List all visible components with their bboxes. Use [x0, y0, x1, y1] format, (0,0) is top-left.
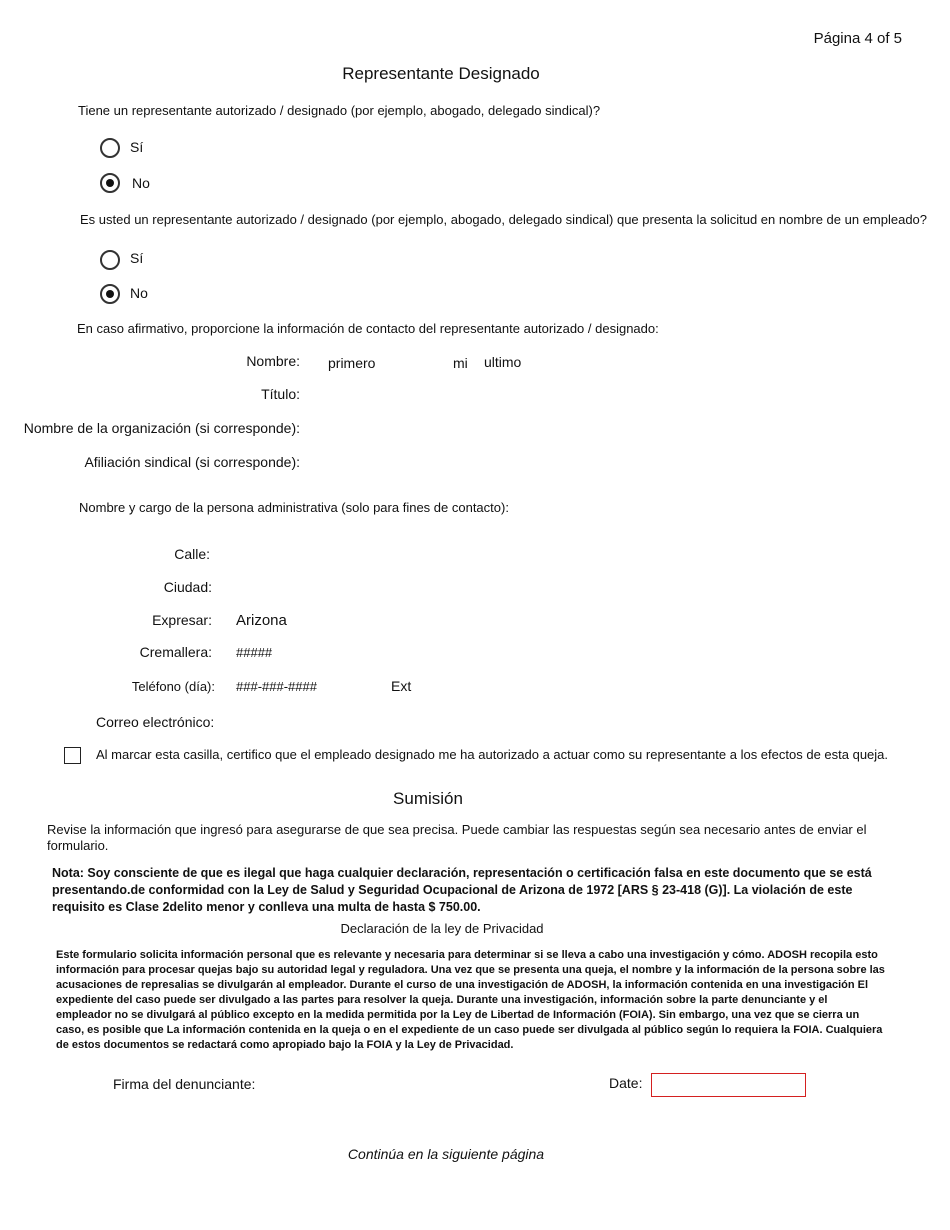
continue-text: Continúa en la siguiente página [347, 1146, 545, 1162]
zip-label: Cremallera: [139, 644, 212, 660]
email-field[interactable] [230, 712, 590, 734]
email-label: Correo electrónico: [96, 714, 215, 730]
submission-title: Sumisión [393, 789, 463, 808]
radio-q1-no-label: No [132, 175, 150, 191]
calle-field[interactable] [230, 544, 650, 566]
estado-field[interactable] [230, 610, 350, 632]
question-is-representative: Es usted un representante autorizado / designado (por ejemplo, abogado, delegado sindical) que presenta la solicitud en nombre de un empleado? [80, 212, 928, 227]
signature-field[interactable] [270, 1074, 570, 1096]
radio-q1-no[interactable] [100, 173, 120, 193]
privacy-line: caso, es posible que La información contenida en la queja o en el expediente de un caso puede ser divulgada al público según lo requiera la FOIA. Cualquiera [56, 1024, 883, 1036]
review-text-line-1: Revise la información que ingresó para asegurarse de que sea precisa. Puede cambiar las respuestas según sea necesario antes de enviar el [47, 822, 867, 837]
date-label: Date: [609, 1075, 643, 1091]
phone-field[interactable] [230, 677, 370, 699]
zip-field[interactable] [230, 643, 330, 665]
privacy-line: de estos documentos se redactará como apropiado bajo la FOIA y la Ley de Privacidad. [56, 1039, 514, 1051]
privacy-line: empleador no se divulgará al público excepto en la medida permitida por la Ley de Libertad de Información (FOIA). Sin embargo, una vez que se cierra un [56, 1009, 860, 1021]
admin-person-label: Nombre y cargo de la persona administrativa (solo para fines de contacto): [79, 500, 509, 515]
middle-initial-placeholder: mi [453, 355, 468, 371]
organization-label: Nombre de la organización (si corresponde): [23, 420, 300, 436]
radio-q2-si[interactable] [100, 250, 120, 270]
certify-checkbox[interactable] [64, 747, 81, 764]
radio-q2-no[interactable] [100, 284, 120, 304]
privacy-statement [56, 948, 885, 1053]
phone-label: Teléfono (día): [131, 679, 215, 694]
signature-label: Firma del denunciante: [113, 1076, 256, 1092]
privacy-line: acusaciones de represalias se divulgarán al empleador. Durante el curso de una investigación de ADOSH, la información contenida en una investigación El [56, 979, 869, 991]
privacy-line: expediente del caso puede ser divulgado a las partes para resolver la queja. Durante una investigación, información sobre la parte denunciante y el [56, 994, 828, 1006]
privacy-title: Declaración de la ley de Privacidad [340, 921, 544, 936]
union-field[interactable] [322, 452, 682, 474]
section-title: Representante Designado [342, 64, 540, 83]
date-field[interactable] [651, 1073, 806, 1097]
estado-value: Arizona [236, 612, 287, 629]
legal-note-line-3: requisito es Clase 2delito menor y conlleva una multa de hasta $ 750.00. [52, 900, 481, 914]
titulo-label: Título: [261, 386, 300, 402]
question-has-representative: Tiene un representante autorizado / designado (por ejemplo, abogado, delegado sindical)? [78, 103, 601, 118]
ciudad-field[interactable] [230, 577, 530, 599]
certify-text: Al marcar esta casilla, certifico que el empleado designado me ha autorizado a actuar como su representante a los efectos de esta queja. [96, 747, 889, 762]
phone-placeholder: ###-###-#### [236, 679, 317, 694]
radio-q2-no-label: No [130, 285, 148, 301]
union-label: Afiliación sindical (si corresponde): [84, 454, 300, 470]
ext-field[interactable] [420, 677, 500, 699]
legal-note-line-2: presentando.de conformidad con la Ley de Salud y Seguridad Ocupacional de Arizona de 1972 [ARS § 23-418 (G)]. La violación de este [52, 883, 853, 897]
ext-label: Ext [391, 678, 412, 694]
organization-field[interactable] [322, 418, 682, 440]
middle-initial-field[interactable] [448, 352, 478, 374]
ciudad-label: Ciudad: [163, 579, 212, 595]
radio-q1-si-label: Sí [130, 139, 144, 155]
zip-placeholder: ##### [236, 645, 273, 660]
contact-intro: En caso afirmativo, proporcione la información de contacto del representante autorizado / designado: [77, 321, 659, 336]
estado-label: Expresar: [152, 612, 212, 628]
nombre-label: Nombre: [246, 353, 300, 369]
calle-label: Calle: [174, 546, 210, 562]
privacy-line: información para procesar quejas bajo su autoridad legal y reguladora. Una vez que se presenta una queja, el nombre y la información de la persona sobre las [56, 964, 885, 976]
first-name-placeholder: primero [328, 355, 376, 371]
first-name-field[interactable] [322, 352, 442, 374]
radio-q2-si-label: Sí [130, 250, 144, 266]
titulo-field[interactable] [322, 384, 682, 406]
review-text-line-2: formulario. [47, 838, 109, 853]
last-name-field[interactable] [480, 352, 640, 374]
radio-q1-si[interactable] [100, 138, 120, 158]
last-name-placeholder: ultimo [484, 354, 522, 370]
legal-note-line-1: Nota: Soy consciente de que es ilegal que haga cualquier declaración, representación o certificación falsa en este documento que se está [52, 866, 872, 880]
page-number: Página 4 of 5 [813, 30, 902, 47]
privacy-line: Este formulario solicita información personal que es relevante y necesaria para determinar si se lleva a cabo una investigación y cómo. ADOSH recopila esto [56, 949, 878, 961]
